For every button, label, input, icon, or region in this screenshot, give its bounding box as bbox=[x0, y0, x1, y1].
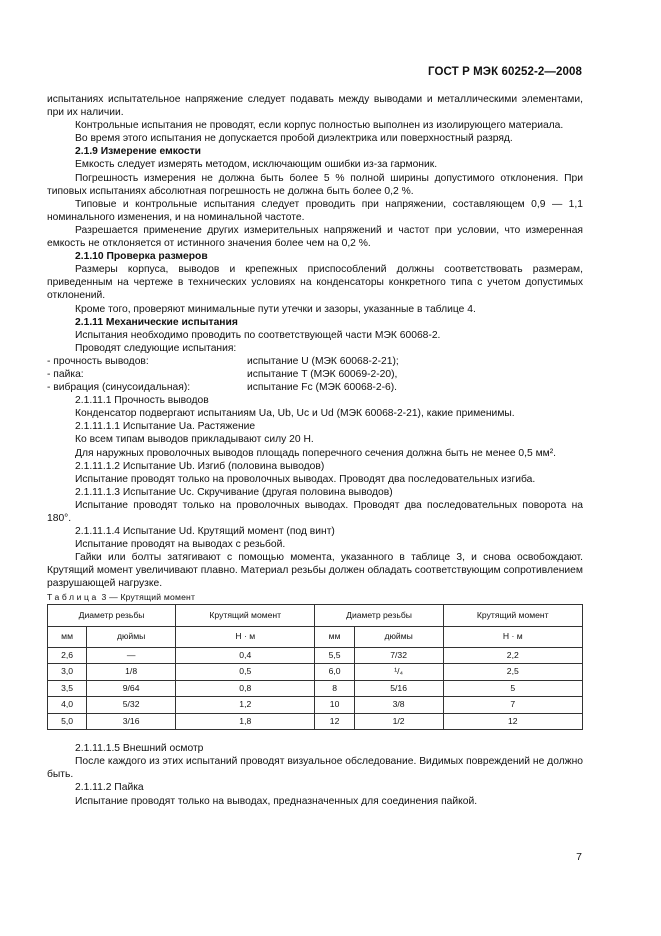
subsection-heading: 2.1.11.2 Пайка bbox=[75, 782, 144, 794]
section-heading-2-1-10: 2.1.10 Проверка размеров bbox=[75, 251, 208, 263]
paragraph: Для наружных проволочных выводов площадь поперечного сечения должна быть не менее 0,5 мм². bbox=[75, 447, 557, 459]
table-cell: 5/16 bbox=[354, 680, 443, 697]
paragraph: Испытание проводят только на выводах, предназначенных для соединения пайкой. bbox=[75, 795, 478, 807]
table-row bbox=[48, 697, 583, 714]
section-heading-2-1-9: 2.1.9 Измерение емкости bbox=[75, 146, 202, 158]
table-cell: 2,2 bbox=[443, 647, 582, 664]
paragraph: Ко всем типам выводов прикладывают силу 20 Н. bbox=[75, 434, 314, 446]
page-number: 7 bbox=[576, 851, 582, 863]
header-thread-diameter: Диаметр резьбы bbox=[48, 604, 176, 626]
test-list-item bbox=[47, 381, 583, 394]
table-cell: 1/8 bbox=[87, 664, 176, 681]
subsection-heading: 2.1.11.1.1 Испытание Ua. Растяжение bbox=[75, 421, 256, 433]
table-row bbox=[48, 664, 583, 681]
paragraph: Погрешность измерения не должна быть более 5 % полной ширины допустимого отклонения. При типовых испытаниях абсолютная погрешность не должна быть более 0,2 %. bbox=[47, 172, 583, 197]
header-torque: Крутящий момент bbox=[176, 604, 315, 626]
paragraph: Контрольные испытания не проводят, если корпус полностью выполнен из изолирующего материала. bbox=[75, 120, 564, 132]
test-list bbox=[47, 355, 583, 394]
page-body bbox=[47, 93, 583, 808]
paragraph: После каждого из этих испытаний проводят визуальное обследование. Видимых повреждений не должно быть. bbox=[47, 756, 583, 781]
test-list-item bbox=[47, 368, 583, 381]
table-cell: 9/64 bbox=[87, 680, 176, 697]
paragraph: Испытание проводят только на проволочных выводах. Проводят два последовательных поворота на 180°. bbox=[47, 499, 583, 524]
paragraph: Конденсатор подвергают испытаниям Ua, Ub, Uc и Ud (МЭК 60068-2-21), какие применимы. bbox=[75, 408, 515, 420]
table-cell: 3,5 bbox=[48, 680, 87, 697]
table-cell: 3/8 bbox=[354, 697, 443, 714]
subsection-heading: 2.1.11.1.3 Испытание Uc. Скручивание (другая половина выводов) bbox=[75, 486, 393, 498]
table-cell: 1/2 bbox=[354, 713, 443, 730]
subsection-heading: 2.1.11.1 Прочность выводов bbox=[75, 395, 209, 407]
paragraph: Во время этого испытания не допускается пробой диэлектрика или поверхностный разряд. bbox=[75, 133, 513, 145]
table-row bbox=[48, 713, 583, 730]
table-cell: 1,2 bbox=[176, 697, 315, 714]
torque-table bbox=[47, 604, 583, 731]
table-cell: 2,6 bbox=[48, 647, 87, 664]
table-cell: 12 bbox=[443, 713, 582, 730]
test-method: испытание Fc (МЭК 60068-2-6). bbox=[247, 382, 398, 394]
subsection-heading: 2.1.11.1.4 Испытание Ud. Крутящий момент (под винт) bbox=[75, 526, 335, 538]
test-list-item bbox=[47, 355, 583, 368]
table-cell: 5/32 bbox=[87, 697, 176, 714]
table-cell: ¹/₄ bbox=[354, 664, 443, 681]
table-cell: — bbox=[87, 647, 176, 664]
table-caption bbox=[47, 591, 583, 604]
table-cell: 7 bbox=[443, 697, 582, 714]
table-cell: 8 bbox=[315, 680, 354, 697]
paragraph: Испытания необходимо проводить по соответствующей части МЭК 60068-2. bbox=[75, 329, 441, 341]
table-cell: 10 bbox=[315, 697, 354, 714]
unit-mm: мм bbox=[315, 626, 354, 647]
header-torque: Крутящий момент bbox=[443, 604, 582, 626]
paragraph: Типовые и контрольные испытания следует проводить при напряжении, составляющем 0,9 — 1,1 номинального изменения, и на номинальной частоте. bbox=[47, 198, 583, 223]
unit-mm: мм bbox=[48, 626, 87, 647]
subsection-heading: 2.1.11.1.2 Испытание Ub. Изгиб (половина выводов) bbox=[75, 460, 325, 472]
test-name: - пайка: bbox=[47, 368, 84, 380]
test-name: - прочность выводов: bbox=[47, 355, 149, 367]
table-cell: 0,4 bbox=[176, 647, 315, 664]
paragraph: Емкость следует измерять методом, исключающим ошибки из-за гармоник. bbox=[75, 159, 438, 171]
paragraph: Кроме того, проверяют минимальные пути утечки и зазоры, указанные в таблице 4. bbox=[75, 303, 476, 315]
paragraph: Испытание проводят на выводах с резьбой. bbox=[75, 539, 286, 551]
paragraph: Гайки или болты затягивают с помощью момента, указанного в таблице 3, и снова освобождают. Крутящий момент увеличивают плавно. Материал резьбы должен обладать соответствующим сопротивлением разрушающей нагрузке. bbox=[47, 552, 583, 590]
paragraph: Испытание проводят только на проволочных выводах. Проводят два последовательных изгиба. bbox=[75, 473, 536, 485]
table-cell: 3/16 bbox=[87, 713, 176, 730]
test-method: испытание T (МЭК 60069-2-20), bbox=[247, 368, 398, 380]
table-cell: 12 bbox=[315, 713, 354, 730]
unit-inches: дюймы bbox=[354, 626, 443, 647]
document-designation: ГОСТ Р МЭК 60252-2—2008 bbox=[428, 66, 582, 78]
table-cell: 2,5 bbox=[443, 664, 582, 681]
subsection-heading: 2.1.11.1.5 Внешний осмотр bbox=[75, 743, 204, 755]
unit-newton-meter: Н · м bbox=[443, 626, 582, 647]
paragraph: Размеры корпуса, выводов и крепежных приспособлений должны соответствовать размерам, приведенным на чертеже в технических условиях на конденсаторы конкретного типа с учетом допустимых отклонений. bbox=[47, 264, 583, 302]
table-cell: 0,8 bbox=[176, 680, 315, 697]
table-cell: 5,0 bbox=[48, 713, 87, 730]
test-name: - вибрация (синусоидальная): bbox=[47, 382, 191, 394]
table-cell: 6,0 bbox=[315, 664, 354, 681]
table-caption-title: 3 — Крутящий момент bbox=[101, 591, 196, 602]
unit-newton-meter: Н · м bbox=[176, 626, 315, 647]
table-row bbox=[48, 680, 583, 697]
table-cell: 1,8 bbox=[176, 713, 315, 730]
table-row bbox=[48, 647, 583, 664]
paragraph: Проводят следующие испытания: bbox=[75, 342, 237, 354]
paragraph: Разрешается применение других измерительных напряжений и частот при условии, что измеренная емкость не отклоняется от истинного значения более чем на 0,2 %. bbox=[47, 224, 583, 250]
section-heading-2-1-11: 2.1.11 Механические испытания bbox=[75, 316, 238, 328]
table-cell: 7/32 bbox=[354, 647, 443, 664]
table-cell: 3,0 bbox=[48, 664, 87, 681]
header-thread-diameter: Диаметр резьбы bbox=[315, 604, 443, 626]
paragraph: испытаниях испытательное напряжение следует подавать между выводами и металлическими элементами, при их наличии. bbox=[47, 94, 583, 119]
table-cell: 5 bbox=[443, 680, 582, 697]
test-method: испытание U (МЭК 60068-2-21); bbox=[247, 355, 399, 367]
table-cell: 0,5 bbox=[176, 664, 315, 681]
after-table-section bbox=[47, 742, 583, 807]
table-cell: 4,0 bbox=[48, 697, 87, 714]
table-caption-word: Таблица bbox=[47, 591, 99, 602]
table-cell: 5,5 bbox=[315, 647, 354, 664]
unit-inches: дюймы bbox=[87, 626, 176, 647]
